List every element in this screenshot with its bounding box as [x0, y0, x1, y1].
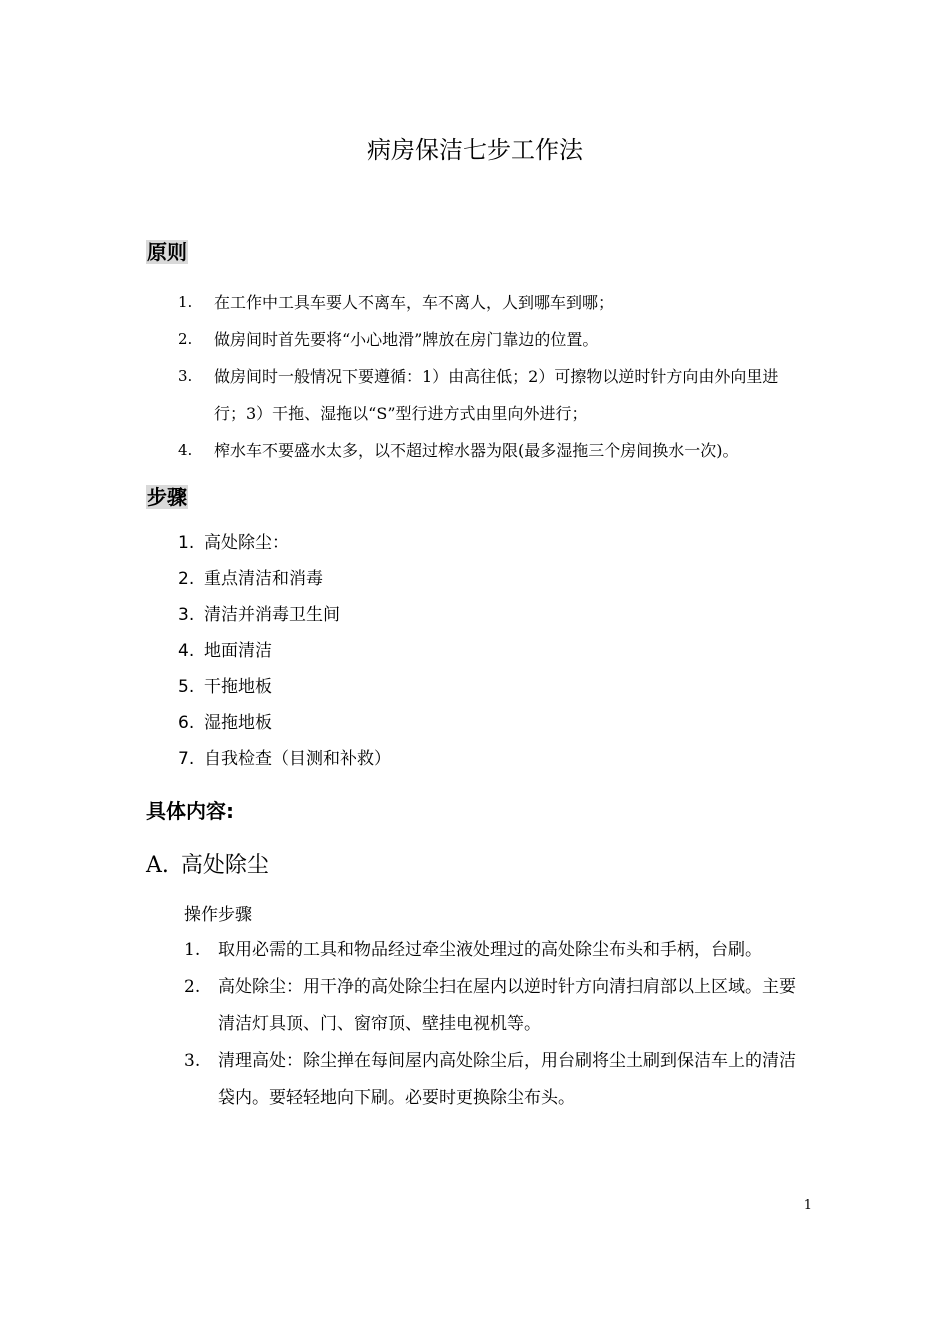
- page-title: 病房保洁七步工作法: [367, 136, 583, 164]
- list-item: [178, 321, 818, 358]
- list-item-number: 7.: [178, 749, 195, 769]
- list-item-number: 5.: [178, 677, 195, 697]
- list-item: [178, 705, 678, 741]
- list-item: [178, 358, 818, 432]
- list-item-text: 榨水车不要盛水太多，以不超过榨水器为限(最多湿拖三个房间换水一次)。: [214, 441, 739, 460]
- list-item: [178, 633, 678, 669]
- section-a-title: 高处除尘: [180, 853, 269, 878]
- list-item: [184, 932, 796, 969]
- steps-heading-text: 步骤: [147, 485, 187, 509]
- list-item: [184, 969, 796, 1043]
- list-item: [178, 432, 818, 469]
- section-a-list: [184, 932, 796, 1117]
- list-item-number: 4.: [178, 441, 193, 459]
- list-item-text: 地面清洁: [204, 641, 272, 661]
- list-item: [178, 525, 678, 561]
- steps-list: [178, 525, 678, 777]
- list-item-text: 自我检查（目测和补救）: [204, 749, 391, 769]
- list-item-text: 干拖地板: [204, 677, 272, 697]
- details-heading: 具体内容:: [146, 799, 234, 823]
- steps-heading: [146, 481, 188, 510]
- list-item-number: 1.: [178, 533, 195, 553]
- list-item: [184, 1043, 796, 1117]
- list-item-text: 清洁并消毒卫生间: [204, 605, 340, 625]
- list-item-text: 重点清洁和消毒: [204, 569, 323, 589]
- list-item-number: 2.: [184, 977, 201, 997]
- list-item-text: 高处除尘：用干净的高处除尘扫在屋内以逆时针方向清扫肩部以上区域。主要清洁灯具顶、门、窗帘顶、壁挂电视机等。: [218, 977, 796, 1034]
- section-a-letter: A.: [146, 853, 169, 878]
- list-item-number: 1.: [184, 940, 201, 960]
- list-item-text: 湿拖地板: [204, 713, 272, 733]
- list-item: [178, 597, 678, 633]
- list-item: [178, 284, 818, 321]
- list-item-number: 1.: [178, 293, 193, 311]
- section-a-heading: [146, 848, 269, 879]
- list-item: [178, 669, 678, 705]
- list-item-text: 做房间时一般情况下要遵循：1）由高往低；2）可擦物以逆时针方向由外向里进行；3）干拖、湿拖以“S”型行进方式由里向外进行；: [214, 367, 779, 423]
- principles-heading: [146, 236, 188, 265]
- list-item-number: 3.: [178, 367, 193, 385]
- list-item-number: 2.: [178, 330, 193, 348]
- list-item-text: 做房间时首先要将“小心地滑”牌放在房门靠边的位置。: [214, 330, 599, 349]
- list-item-number: 3.: [178, 605, 195, 625]
- list-item: [178, 561, 678, 597]
- page-number: 1: [803, 1198, 812, 1213]
- principles-list: [178, 284, 818, 469]
- operation-steps-label: 操作步骤: [184, 905, 252, 925]
- list-item-text: 清理高处：除尘掸在每间屋内高处除尘后，用台刷将尘土刷到保洁车上的清洁袋内。要轻轻地向下刷。必要时更换除尘布头。: [218, 1051, 796, 1108]
- list-item: [178, 741, 678, 777]
- list-item-number: 3.: [184, 1051, 201, 1071]
- list-item-number: 2.: [178, 569, 195, 589]
- list-item-text: 在工作中工具车要人不离车，车不离人，人到哪车到哪；: [214, 293, 615, 312]
- list-item-text: 高处除尘：: [204, 533, 289, 553]
- list-item-number: 4.: [178, 641, 195, 661]
- principles-heading-text: 原则: [147, 240, 187, 264]
- list-item-number: 6.: [178, 713, 195, 733]
- list-item-text: 取用必需的工具和物品经过牵尘液处理过的高处除尘布头和手柄，台刷。: [218, 940, 762, 960]
